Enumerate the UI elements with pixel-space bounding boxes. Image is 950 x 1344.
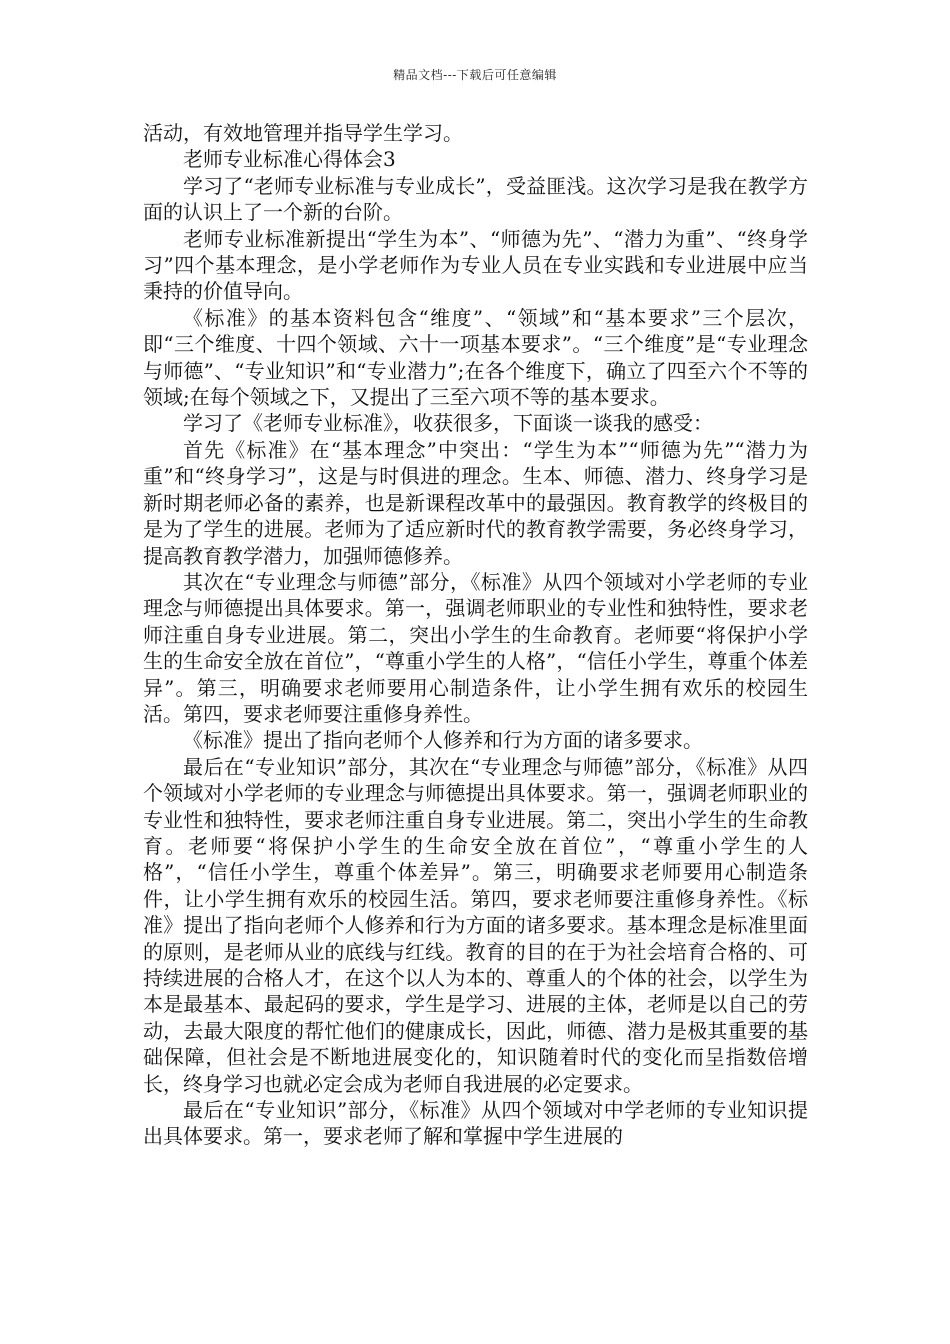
paragraph: 最后在“专业知识”部分，其次在“专业理念与师德”部分，《标准》从四个领域对小学老师的专业理念与师德提出具体要求。第一，强调老师职业的专业性和独特性，要求老师注重自身专业进展。第二，突出小学生的生命教育。老师要“将保护小学生的生命安全放在首位”，“尊重小学生的人格”，“信任小学生，尊重个体差异”。第三，明确要求老师要用心制造条件，让小学生拥有欢乐的校园生活。第四，要求老师要注重修身养性。《标准》提出了指向老师个人修养和行为方面的诸多要求。基本理念是标准里面的原则，是老师从业的底线与红线。教育的目的在于为社会培育合格的、可持续进展的合格人才，在这个以人为本的、尊重人的个体的社会，以学生为本是最基本、最起码的要求，学生是学习、进展的主体，老师是以自己的劳动，去最大限度的帮忙他们的健康成长，因此，师德、潜力是极其重要的基础保障，但社会是不断地进展变化的，知识随着时代的变化而呈指数倍增长，终身学习也就必定会成为老师自我进展的必定要求。 xyxy=(143,754,808,1096)
section-title: 老师专业标准心得体会3 xyxy=(183,147,396,172)
paragraph: 《标准》提出了指向老师个人修养和行为方面的诸多要求。 xyxy=(183,728,703,753)
paragraph: 活动，有效地管理并指导学生学习。 xyxy=(143,121,463,145)
paragraph: 首先《标准》在“基本理念”中突出：“学生为本”“师德为先”“潜力为重”和“终身学习”，这是与时俱进的理念。生本、师德、潜力、终身学习是新时期老师必备的素养，也是新课程改革中的最强因。教育教学的终极目的是为了学生的进展。老师为了适应新时代的教育教学需要，务必终身学习，提高教育教学潜力，加强师德修养。 xyxy=(143,437,808,568)
paragraph: 其次在“专业理念与师德”部分，《标准》从四个领域对小学老师的专业理念与师德提出具体要求。第一，强调老师职业的专业性和独特性，要求老师注重自身专业进展。第二，突出小学生的生命教育。老师要“将保护小学生的生命安全放在首位”，“尊重小学生的人格”，“信任小学生，尊重个体差异”。第三，明确要求老师要用心制造条件，让小学生拥有欢乐的校园生活。第四，要求老师要注重修身养性。 xyxy=(143,569,808,726)
page-header: 精品文档---下载后可任意编辑 xyxy=(393,68,557,82)
paragraph: 学习了“老师专业标准与专业成长”，受益匪浅。这次学习是我在教学方面的认识上了一个新的台阶。 xyxy=(143,173,808,225)
paragraph: 最后在“专业知识”部分，《标准》从四个领域对中学老师的专业知识提出具体要求。第一，要求老师了解和掌握中学生进展的 xyxy=(143,1098,808,1149)
paragraph: 学习了《老师专业标准》，收获很多，下面谈一谈我的感受： xyxy=(183,411,713,436)
paragraph: 《标准》的基本资料包含“维度”、“领域”和“基本要求”三个层次，即“三个维度、十四个领域、六十一项基本要求”。“三个维度”是“专业理念与师德”、“专业知识”和“专业潜力”;在各个维度下，确立了四至六个不等的领域;在每个领域之下，又提出了三至六项不等的基本要求。 xyxy=(143,305,808,410)
paragraph: 老师专业标准新提出“学生为本”、“师德为先”、“潜力为重”、“终身学习”四个基本理念，是小学老师作为专业人员在专业实践和专业进展中应当秉持的价值导向。 xyxy=(143,226,808,304)
document-body xyxy=(143,120,808,1150)
